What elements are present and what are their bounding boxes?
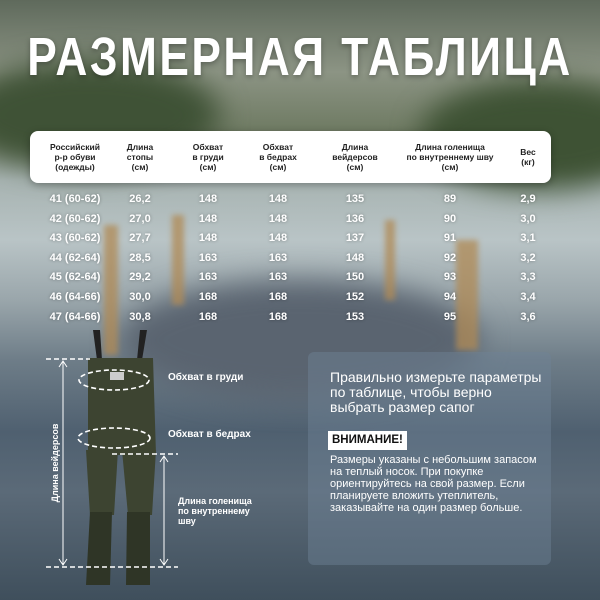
table-cell: 3,2 <box>520 251 536 264</box>
table-cell: 30,8 <box>129 310 151 323</box>
table-cell: 3,3 <box>520 271 536 284</box>
table-cell: 42 (60-62) <box>49 212 101 225</box>
label-inseam: Длина голенища по внутреннему шву <box>178 496 252 526</box>
table-cell: 148 <box>268 212 288 225</box>
table-cell: 148 <box>268 232 288 245</box>
table-cell: 137 <box>345 232 365 245</box>
warning-text: Размеры указаны с небольшим запасом на теплый носок. При покупке ориентируйтесь на свой размер. Если планируете вложить утеплитель, заказывайте на один размер больше. <box>330 454 537 514</box>
table-cell: 46 (64-66) <box>49 291 101 303</box>
info-panel <box>308 352 551 565</box>
table-cell: 135 <box>345 193 365 205</box>
column-header: Длина стопы (см) <box>126 142 154 172</box>
table-cell: 153 <box>345 310 365 323</box>
table-cell: 152 <box>345 291 365 303</box>
table-cell: 30,0 <box>129 291 151 303</box>
table-cell: 163 <box>198 271 218 284</box>
table-cell: 90 <box>443 212 457 225</box>
table-cell: 27,7 <box>129 232 151 245</box>
table-cell: 27,0 <box>129 212 151 225</box>
table-cell: 3,6 <box>520 310 536 323</box>
column-header: Длина вейдерсов (см) <box>332 142 378 172</box>
table-cell: 89 <box>443 193 457 205</box>
table-cell: 148 <box>198 193 218 205</box>
table-cell: 47 (64-66) <box>49 310 101 323</box>
table-cell: 26,2 <box>129 193 151 205</box>
table-cell: 168 <box>198 291 218 303</box>
table-cell: 92 <box>443 251 457 264</box>
table-cell: 168 <box>198 310 218 323</box>
table-cell: 163 <box>268 251 288 264</box>
warning-badge: ВНИМАНИЕ! <box>328 431 407 450</box>
column-header: Длина голенища по внутреннему шву (см) <box>406 142 494 172</box>
table-cell: 28,5 <box>129 251 151 264</box>
table-cell: 95 <box>443 310 457 323</box>
table-cell: 3,1 <box>520 232 536 245</box>
table-cell: 3,4 <box>520 291 536 303</box>
table-cell: 43 (60-62) <box>49 232 101 245</box>
column-header: Обхват в груди (см) <box>192 142 224 172</box>
table-cell: 45 (62-64) <box>49 271 101 284</box>
table-cell: 2,9 <box>520 193 536 205</box>
table-cell: 163 <box>198 251 218 264</box>
table-cell: 94 <box>443 291 457 303</box>
table-cell: 93 <box>443 271 457 284</box>
table-cell: 136 <box>345 212 365 225</box>
table-cell: 168 <box>268 310 288 323</box>
info-heading: Правильно измерьте параметры по таблице, чтобы верно выбрать размер сапог <box>330 369 542 415</box>
table-cell: 91 <box>443 232 457 245</box>
table-cell: 29,2 <box>129 271 151 284</box>
table-cell: 41 (60-62) <box>49 193 101 205</box>
page-title: РАЗМЕРНАЯ ТАБЛИЦА <box>27 27 573 87</box>
table-cell: 148 <box>268 193 288 205</box>
column-header: Российский р-р обуви (одежды) <box>50 142 100 172</box>
table-cell: 148 <box>345 251 365 264</box>
label-hips: Обхват в бедрах <box>168 429 251 440</box>
table-cell: 163 <box>268 271 288 284</box>
table-cell: 148 <box>198 212 218 225</box>
waders-image <box>86 330 156 585</box>
table-cell: 168 <box>268 291 288 303</box>
column-header: Обхват в бедрах (см) <box>259 142 297 172</box>
column-header: Вес (кг) <box>520 147 536 167</box>
label-length: Длина вейдерсов <box>50 423 60 503</box>
table-cell: 148 <box>198 232 218 245</box>
table-cell: 150 <box>345 271 365 284</box>
table-cell: 3,0 <box>520 212 536 225</box>
table-cell: 44 (62-64) <box>49 251 101 264</box>
label-chest: Обхват в груди <box>168 372 244 383</box>
